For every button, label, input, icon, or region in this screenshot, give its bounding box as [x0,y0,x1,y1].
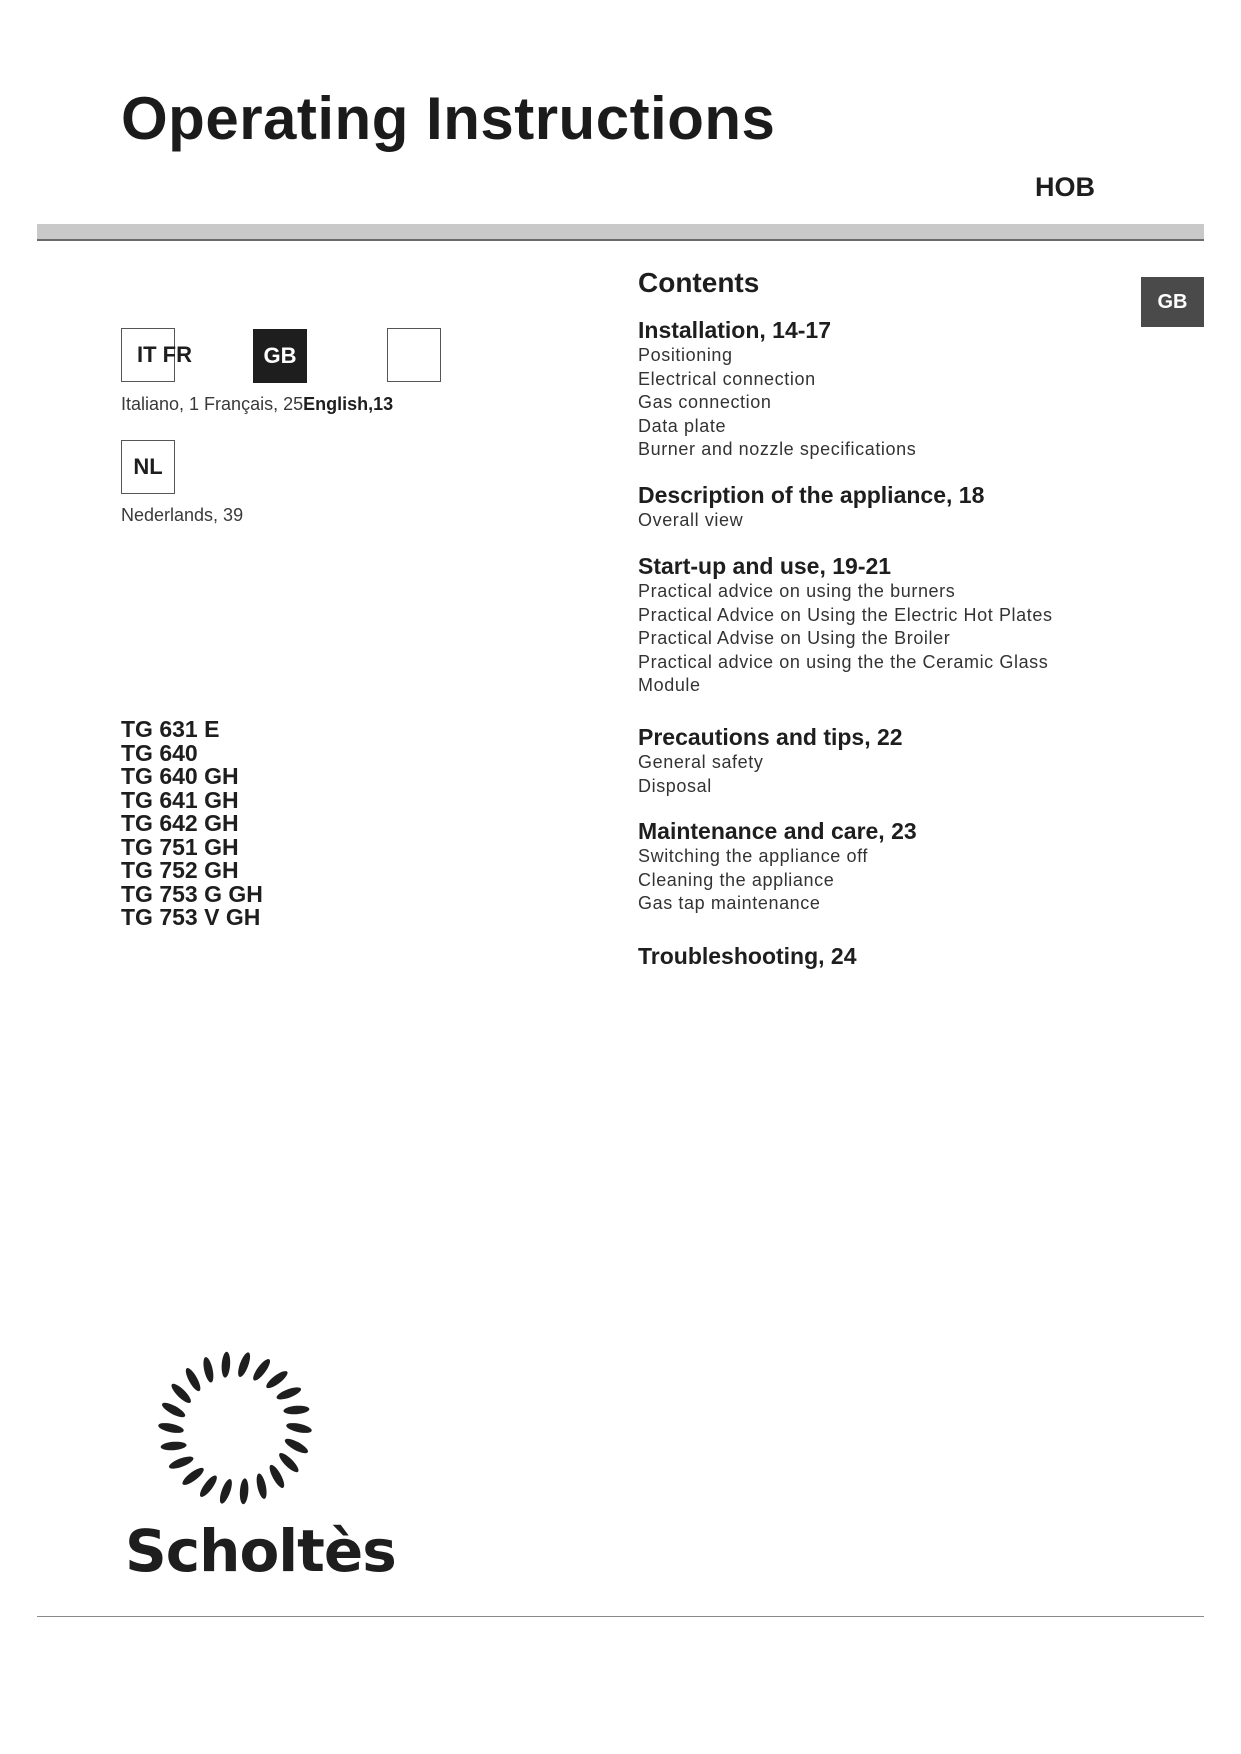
language-side-tab: GB [1141,277,1204,327]
footer-divider [37,1616,1204,1617]
sun-ray [239,1478,249,1504]
language-box-it-fr [121,328,192,382]
sun-ray [250,1357,272,1383]
toc-section-title: Installation, 14-17 [638,317,832,343]
toc-item: Practical Advise on Using the Broiler [638,628,951,648]
language-box-nl-label: NL [133,454,163,479]
toc-item: Gas connection [638,392,772,412]
sun-ray [197,1473,219,1499]
toc-item: Switching the appliance off [638,846,869,866]
language-box-nl [121,440,175,494]
toc-section-title: Maintenance and care, 23 [638,818,917,844]
sun-ray [180,1465,206,1487]
model-item: TG 753 V GH [121,904,261,930]
language-box-gb-label: GB [263,343,297,368]
toc-item: Cleaning the appliance [638,869,835,890]
sun-ray [255,1473,269,1500]
toc-section-precautions [638,723,1118,798]
sun-ray [264,1368,290,1390]
toc-section-troubleshooting [638,942,1118,970]
contents-title: Contents [638,267,760,298]
language-list-english: English,13 [303,394,394,414]
sun-ray [160,1400,187,1420]
sun-ray [221,1351,231,1377]
sun-ray [201,1356,215,1383]
language-page-list [121,394,393,415]
model-item: TG 751 GH [121,833,239,860]
toc-section-installation [638,316,1118,462]
model-item: TG 640 GH [121,763,239,789]
model-item: TG 752 GH [121,857,239,883]
toc-item: Electrical connection [638,368,816,389]
sun-ray [283,1436,310,1456]
toc-item: Practical advice on using the the Ceramic Glass Module [638,651,1049,695]
sun-ray [217,1478,234,1505]
model-list [121,718,263,930]
sun-ray [169,1381,193,1405]
model-item: TG 753 G GH [121,880,263,907]
toc-item: General safety [638,752,764,772]
toc-item: Disposal [638,775,712,796]
toc-item: Overall view [638,510,744,530]
product-type-label: HOB [1035,172,1095,202]
sun-logo-icon [125,1345,355,1515]
toc-item: Gas tap maintenance [638,893,821,913]
toc-section-startup [638,552,1118,698]
toc-item: Data plate [638,415,727,436]
sun-ray [285,1421,312,1435]
toc-section-title: Start-up and use, 19-21 [638,553,892,579]
sun-ray [277,1450,301,1474]
toc-section-title: Precautions and tips, 22 [638,724,903,750]
toc-item: Practical Advice on Using the Electric Hot Plates [638,604,1053,625]
toc-section-title: Troubleshooting, 24 [638,943,857,969]
language-nl-page: Nederlands, 39 [121,505,244,525]
model-item: TG 640 [121,739,198,766]
toc-item: Burner and nozzle specifications [638,439,917,459]
toc-item: Practical advice on using the burners [638,581,956,601]
toc-section-description [638,481,1118,533]
language-box-it-fr-label: IT FR [137,342,192,367]
sun-ray [168,1454,195,1471]
model-item: TG 642 GH [121,810,239,836]
sun-ray [275,1385,302,1402]
model-item: TG 641 GH [121,786,239,813]
sun-ray [283,1405,310,1415]
language-box-empty [387,328,441,382]
toc-section-maintenance [638,817,1118,916]
toc-section-title: Description of the appliance, 18 [638,482,985,508]
toc-item: Positioning [638,345,733,365]
sun-ray [267,1463,287,1490]
header-divider-bar [37,224,1204,241]
sun-ray [183,1366,203,1393]
page-title: Operating Instructions [121,85,776,152]
model-item: TG 631 E [121,716,220,742]
sun-ray [160,1441,187,1451]
language-list-prefix: Italiano, 1 Français, 25 [121,394,304,414]
sun-ray [157,1421,184,1435]
brand-name: Scholtès [125,1517,396,1585]
language-box-gb [253,329,307,383]
sun-ray [236,1351,253,1378]
